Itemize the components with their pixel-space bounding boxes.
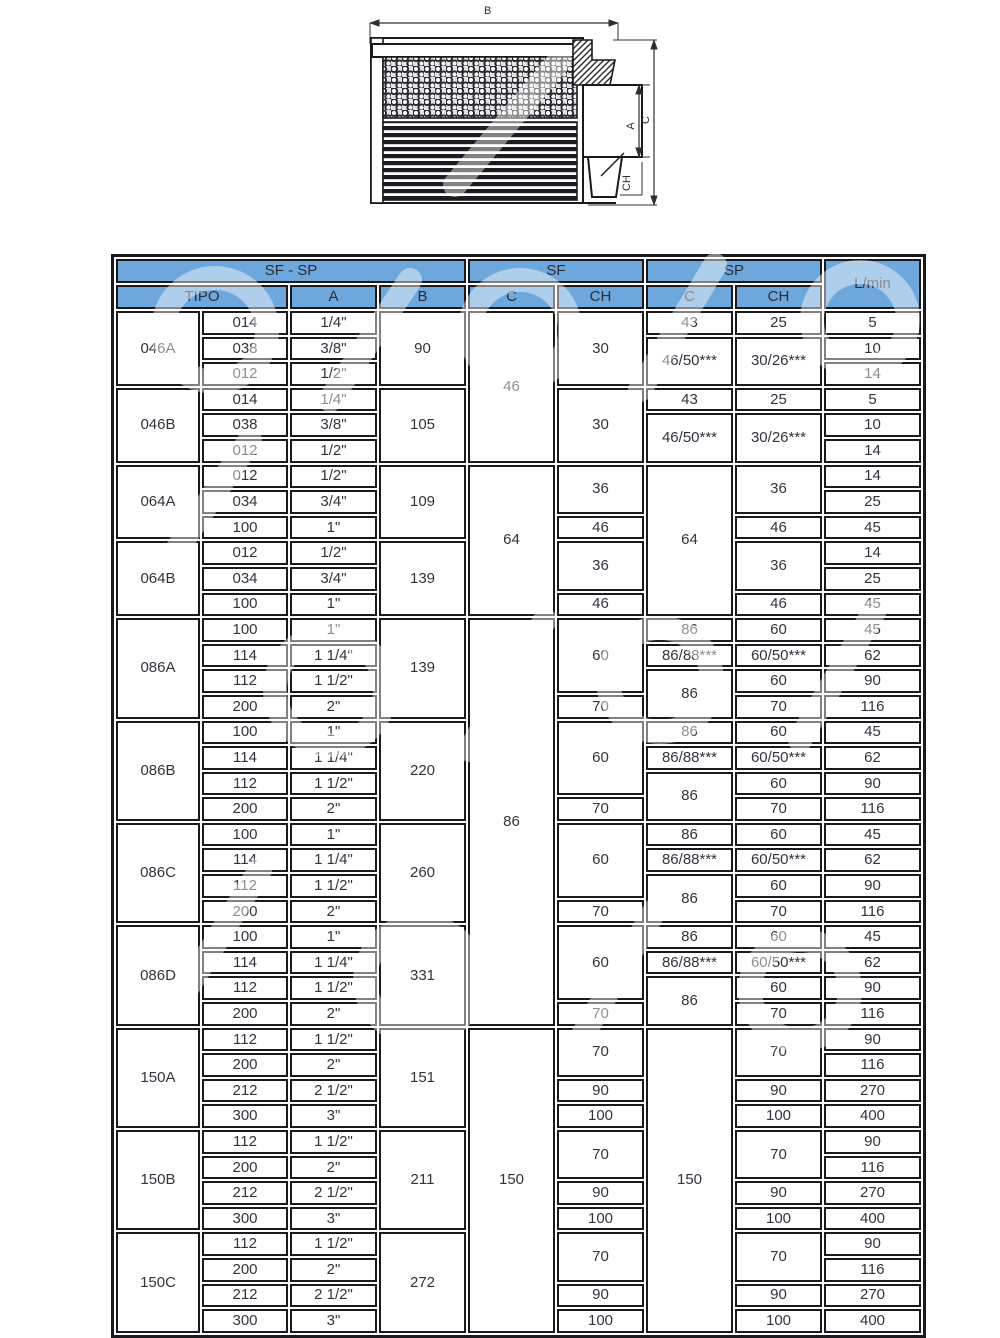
cell-code: 200 bbox=[202, 797, 288, 821]
cell-lmin: 116 bbox=[824, 797, 921, 821]
cell-lmin: 45 bbox=[824, 823, 921, 847]
cell-a: 1/4" bbox=[290, 311, 377, 335]
cell-code: 114 bbox=[202, 746, 288, 770]
mesh-area bbox=[383, 57, 577, 118]
cell-code: 012 bbox=[202, 439, 288, 463]
cell-sp-ch: 25 bbox=[735, 311, 822, 335]
cell-sp-ch: 100 bbox=[735, 1207, 822, 1231]
cell-tipo: 086A bbox=[116, 618, 200, 718]
cell-sp-ch: 36 bbox=[735, 465, 822, 514]
header-sp: SP bbox=[646, 259, 822, 283]
hex-end bbox=[588, 157, 622, 197]
table-row bbox=[116, 311, 921, 335]
cell-lmin: 25 bbox=[824, 567, 921, 591]
cell-sp-ch: 46 bbox=[735, 516, 822, 540]
cell-sp-c: 43 bbox=[646, 388, 733, 412]
cell-a: 1 1/4" bbox=[290, 848, 377, 872]
cell-b: 109 bbox=[379, 465, 466, 540]
cell-b: 139 bbox=[379, 618, 466, 718]
cell-sp-c: 86 bbox=[646, 874, 733, 923]
cell-lmin: 400 bbox=[824, 1207, 921, 1231]
cell-code: 300 bbox=[202, 1207, 288, 1231]
cell-code: 100 bbox=[202, 516, 288, 540]
cell-a: 1 1/4" bbox=[290, 746, 377, 770]
cell-a: 1 1/4" bbox=[290, 644, 377, 668]
cell-tipo: 064A bbox=[116, 465, 200, 540]
cell-code: 212 bbox=[202, 1284, 288, 1308]
cell-sp-ch: 100 bbox=[735, 1104, 822, 1128]
cell-lmin: 116 bbox=[824, 900, 921, 924]
cell-sp-c: 86/88*** bbox=[646, 848, 733, 872]
cell-code: 034 bbox=[202, 567, 288, 591]
cell-b: 272 bbox=[379, 1232, 466, 1332]
dim-ch bbox=[620, 162, 642, 195]
filter-body bbox=[371, 38, 583, 203]
cell-sp-ch: 70 bbox=[735, 1130, 822, 1179]
cell-sp-c: 86 bbox=[646, 925, 733, 949]
cell-a: 2" bbox=[290, 1053, 377, 1077]
cell-a: 1 1/2" bbox=[290, 976, 377, 1000]
dim-label-b: B bbox=[484, 5, 492, 17]
cell-code: 112 bbox=[202, 1232, 288, 1256]
cell-b: 220 bbox=[379, 721, 466, 821]
cell-sp-ch: 46 bbox=[735, 593, 822, 617]
cell-sp-ch: 25 bbox=[735, 388, 822, 412]
cell-lmin: 116 bbox=[824, 1053, 921, 1077]
cell-sp-c: 86 bbox=[646, 669, 733, 718]
cell-lmin: 25 bbox=[824, 490, 921, 514]
header-b: B bbox=[379, 285, 466, 309]
cell-lmin: 270 bbox=[824, 1284, 921, 1308]
cell-b: 151 bbox=[379, 1028, 466, 1128]
table-row bbox=[116, 1028, 921, 1052]
cell-lmin: 116 bbox=[824, 1258, 921, 1282]
cell-sp-ch: 60 bbox=[735, 976, 822, 1000]
cell-lmin: 116 bbox=[824, 1156, 921, 1180]
header-sp-c: C bbox=[646, 285, 733, 309]
header-lmin: L/min bbox=[824, 259, 921, 309]
cell-code: 100 bbox=[202, 593, 288, 617]
cell-sp-ch: 60/50*** bbox=[735, 848, 822, 872]
header-row-sections bbox=[116, 259, 921, 283]
cell-code: 200 bbox=[202, 1258, 288, 1282]
cell-tipo: 150A bbox=[116, 1028, 200, 1128]
cell-a: 1/2" bbox=[290, 439, 377, 463]
cell-lmin: 270 bbox=[824, 1079, 921, 1103]
cell-sf-ch: 60 bbox=[557, 721, 644, 796]
cell-a: 3" bbox=[290, 1207, 377, 1231]
cell-code: 200 bbox=[202, 900, 288, 924]
cell-a: 3/8" bbox=[290, 337, 377, 361]
cell-lmin: 10 bbox=[824, 337, 921, 361]
cell-code: 112 bbox=[202, 1028, 288, 1052]
cell-sp-ch: 60 bbox=[735, 823, 822, 847]
cell-code: 014 bbox=[202, 388, 288, 412]
cell-a: 2 1/2" bbox=[290, 1284, 377, 1308]
cell-sf-ch: 30 bbox=[557, 311, 644, 386]
cell-a: 2" bbox=[290, 1258, 377, 1282]
cell-sf-ch: 70 bbox=[557, 1130, 644, 1179]
cell-tipo: 150C bbox=[116, 1232, 200, 1332]
cell-code: 112 bbox=[202, 669, 288, 693]
thread-hatch bbox=[573, 40, 615, 85]
cell-code: 034 bbox=[202, 490, 288, 514]
cell-sp-c: 86 bbox=[646, 823, 733, 847]
cell-sf-c: 64 bbox=[468, 465, 555, 617]
spec-table bbox=[111, 254, 926, 1338]
cell-code: 114 bbox=[202, 644, 288, 668]
cell-sf-ch: 90 bbox=[557, 1284, 644, 1308]
cell-sp-c: 86/88*** bbox=[646, 746, 733, 770]
cell-sp-c: 86 bbox=[646, 772, 733, 821]
cell-code: 038 bbox=[202, 413, 288, 437]
cell-sp-ch: 70 bbox=[735, 797, 822, 821]
cell-lmin: 270 bbox=[824, 1181, 921, 1205]
cell-a: 1 1/2" bbox=[290, 1028, 377, 1052]
spec-table-section bbox=[111, 254, 926, 1338]
cell-a: 1/2" bbox=[290, 362, 377, 386]
filter-technical-drawing bbox=[358, 0, 670, 215]
cell-a: 1" bbox=[290, 925, 377, 949]
cell-code: 114 bbox=[202, 951, 288, 975]
cell-code: 100 bbox=[202, 925, 288, 949]
cell-a: 1 1/4" bbox=[290, 951, 377, 975]
cell-sp-ch: 70 bbox=[735, 900, 822, 924]
cell-lmin: 62 bbox=[824, 951, 921, 975]
cell-a: 1/4" bbox=[290, 388, 377, 412]
cell-code: 100 bbox=[202, 721, 288, 745]
cell-a: 3/4" bbox=[290, 567, 377, 591]
cell-sp-ch: 90 bbox=[735, 1079, 822, 1103]
cell-sf-ch: 60 bbox=[557, 618, 644, 693]
cell-sf-ch: 46 bbox=[557, 516, 644, 540]
cell-a: 2 1/2" bbox=[290, 1181, 377, 1205]
cell-a: 1 1/2" bbox=[290, 874, 377, 898]
cell-sp-ch: 70 bbox=[735, 1232, 822, 1281]
cell-sp-ch: 60 bbox=[735, 772, 822, 796]
cell-code: 200 bbox=[202, 1053, 288, 1077]
cell-lmin: 45 bbox=[824, 925, 921, 949]
header-sf-c: C bbox=[468, 285, 555, 309]
cell-code: 300 bbox=[202, 1309, 288, 1333]
cell-lmin: 5 bbox=[824, 311, 921, 335]
cell-sp-ch: 70 bbox=[735, 695, 822, 719]
header-sf-ch: CH bbox=[557, 285, 644, 309]
cell-sf-ch: 60 bbox=[557, 823, 644, 898]
cell-sp-c: 64 bbox=[646, 465, 733, 617]
cell-sf-ch: 30 bbox=[557, 388, 644, 463]
dim-label-ch: CH bbox=[621, 175, 633, 191]
cell-sf-c: 46 bbox=[468, 311, 555, 463]
cell-sp-c: 86 bbox=[646, 618, 733, 642]
cell-sp-ch: 70 bbox=[735, 1028, 822, 1077]
cell-sp-ch: 70 bbox=[735, 1002, 822, 1026]
cell-b: 105 bbox=[379, 388, 466, 463]
cell-sf-ch: 100 bbox=[557, 1207, 644, 1231]
technical-drawing-section bbox=[358, 0, 670, 215]
cell-lmin: 45 bbox=[824, 593, 921, 617]
cell-code: 112 bbox=[202, 772, 288, 796]
cell-b: 90 bbox=[379, 311, 466, 386]
cell-tipo: 086B bbox=[116, 721, 200, 821]
cell-sf-ch: 60 bbox=[557, 925, 644, 1000]
cell-lmin: 62 bbox=[824, 746, 921, 770]
cell-sf-ch: 70 bbox=[557, 900, 644, 924]
cell-sp-ch: 60/50*** bbox=[735, 746, 822, 770]
cell-code: 200 bbox=[202, 695, 288, 719]
cell-sp-ch: 60/50*** bbox=[735, 644, 822, 668]
cell-sf-ch: 100 bbox=[557, 1104, 644, 1128]
cell-lmin: 90 bbox=[824, 1028, 921, 1052]
cell-sp-c: 43 bbox=[646, 311, 733, 335]
cell-sf-ch: 70 bbox=[557, 1002, 644, 1026]
spec-table-head bbox=[116, 259, 921, 309]
cell-lmin: 90 bbox=[824, 874, 921, 898]
cell-code: 212 bbox=[202, 1181, 288, 1205]
cell-sp-c: 86/88*** bbox=[646, 951, 733, 975]
cell-lmin: 10 bbox=[824, 413, 921, 437]
cell-code: 100 bbox=[202, 618, 288, 642]
cell-a: 3" bbox=[290, 1104, 377, 1128]
cell-a: 2" bbox=[290, 900, 377, 924]
cell-tipo: 086D bbox=[116, 925, 200, 1025]
cell-a: 1/2" bbox=[290, 465, 377, 489]
cell-sf-ch: 46 bbox=[557, 593, 644, 617]
cell-b: 211 bbox=[379, 1130, 466, 1230]
cell-lmin: 90 bbox=[824, 772, 921, 796]
spec-table-body bbox=[116, 311, 921, 1333]
cell-code: 200 bbox=[202, 1002, 288, 1026]
cell-a: 3" bbox=[290, 1309, 377, 1333]
cell-a: 1/2" bbox=[290, 541, 377, 565]
cell-a: 2 1/2" bbox=[290, 1079, 377, 1103]
pleats-area bbox=[383, 122, 577, 200]
cell-sf-ch: 90 bbox=[557, 1181, 644, 1205]
cell-tipo: 064B bbox=[116, 541, 200, 616]
cell-a: 1 1/2" bbox=[290, 772, 377, 796]
cell-a: 1" bbox=[290, 618, 377, 642]
cell-lmin: 14 bbox=[824, 541, 921, 565]
cell-lmin: 62 bbox=[824, 644, 921, 668]
cell-sf-ch: 36 bbox=[557, 465, 644, 514]
cell-lmin: 62 bbox=[824, 848, 921, 872]
cell-a: 1" bbox=[290, 516, 377, 540]
dim-label-a: A bbox=[625, 122, 637, 130]
cell-code: 012 bbox=[202, 541, 288, 565]
cell-lmin: 90 bbox=[824, 1232, 921, 1256]
cell-a: 1" bbox=[290, 721, 377, 745]
cell-tipo: 086C bbox=[116, 823, 200, 923]
cell-sp-ch: 90 bbox=[735, 1284, 822, 1308]
cell-sf-c: 86 bbox=[468, 618, 555, 1026]
table-row bbox=[116, 618, 921, 642]
cell-a: 1 1/2" bbox=[290, 1130, 377, 1154]
port-block bbox=[583, 85, 642, 157]
cell-sp-c: 46/50*** bbox=[646, 337, 733, 386]
cell-tipo: 150B bbox=[116, 1130, 200, 1230]
cell-sp-ch: 30/26*** bbox=[735, 413, 822, 462]
cell-sp-c: 46/50*** bbox=[646, 413, 733, 462]
header-sf: SF bbox=[468, 259, 644, 283]
header-sp-ch: CH bbox=[735, 285, 822, 309]
top-plate bbox=[372, 44, 583, 57]
cell-lmin: 45 bbox=[824, 618, 921, 642]
cell-code: 200 bbox=[202, 1156, 288, 1180]
cell-lmin: 90 bbox=[824, 669, 921, 693]
cell-sp-ch: 30/26*** bbox=[735, 337, 822, 386]
cell-a: 1" bbox=[290, 823, 377, 847]
cell-lmin: 5 bbox=[824, 388, 921, 412]
cell-sp-ch: 36 bbox=[735, 541, 822, 590]
cell-sp-ch: 60 bbox=[735, 925, 822, 949]
table-row bbox=[116, 465, 921, 489]
cell-sp-ch: 100 bbox=[735, 1309, 822, 1333]
cell-code: 114 bbox=[202, 848, 288, 872]
cell-a: 1 1/2" bbox=[290, 1232, 377, 1256]
cell-sf-ch: 70 bbox=[557, 797, 644, 821]
dim-label-c: C bbox=[640, 116, 652, 124]
cell-lmin: 14 bbox=[824, 465, 921, 489]
cell-a: 2" bbox=[290, 1156, 377, 1180]
cell-a: 2" bbox=[290, 1002, 377, 1026]
cell-sf-ch: 90 bbox=[557, 1079, 644, 1103]
cell-lmin: 400 bbox=[824, 1104, 921, 1128]
cell-code: 014 bbox=[202, 311, 288, 335]
cell-a: 3/4" bbox=[290, 490, 377, 514]
cell-code: 112 bbox=[202, 874, 288, 898]
cell-sp-ch: 90 bbox=[735, 1181, 822, 1205]
cell-a: 2" bbox=[290, 797, 377, 821]
cell-b: 260 bbox=[379, 823, 466, 923]
cell-sf-ch: 100 bbox=[557, 1309, 644, 1333]
end-cap-left bbox=[371, 38, 383, 203]
cell-sf-ch: 70 bbox=[557, 695, 644, 719]
cell-sp-c: 150 bbox=[646, 1028, 733, 1333]
cell-b: 139 bbox=[379, 541, 466, 616]
cell-sp-ch: 60 bbox=[735, 874, 822, 898]
cell-b: 331 bbox=[379, 925, 466, 1025]
cell-code: 112 bbox=[202, 976, 288, 1000]
cell-sf-ch: 70 bbox=[557, 1232, 644, 1281]
cell-lmin: 45 bbox=[824, 721, 921, 745]
cell-lmin: 90 bbox=[824, 976, 921, 1000]
cell-sp-c: 86/88*** bbox=[646, 644, 733, 668]
cell-tipo: 046B bbox=[116, 388, 200, 463]
header-a: A bbox=[290, 285, 377, 309]
cell-code: 012 bbox=[202, 362, 288, 386]
cell-sp-ch: 60 bbox=[735, 669, 822, 693]
cell-sp-ch: 60/50*** bbox=[735, 951, 822, 975]
header-sf-sp: SF - SP bbox=[116, 259, 466, 283]
cell-sf-ch: 70 bbox=[557, 1028, 644, 1077]
cell-sf-ch: 36 bbox=[557, 541, 644, 590]
cell-sp-ch: 60 bbox=[735, 721, 822, 745]
cell-lmin: 116 bbox=[824, 1002, 921, 1026]
cell-lmin: 14 bbox=[824, 439, 921, 463]
cell-lmin: 400 bbox=[824, 1309, 921, 1333]
cell-sf-c: 150 bbox=[468, 1028, 555, 1333]
cell-lmin: 45 bbox=[824, 516, 921, 540]
header-tipo: TIPO bbox=[116, 285, 288, 309]
cell-sp-c: 86 bbox=[646, 976, 733, 1025]
cell-code: 212 bbox=[202, 1079, 288, 1103]
cell-code: 300 bbox=[202, 1104, 288, 1128]
cell-code: 012 bbox=[202, 465, 288, 489]
cell-lmin: 90 bbox=[824, 1130, 921, 1154]
cell-code: 100 bbox=[202, 823, 288, 847]
cell-a: 2" bbox=[290, 695, 377, 719]
cell-a: 3/8" bbox=[290, 413, 377, 437]
cell-lmin: 14 bbox=[824, 362, 921, 386]
header-row-columns bbox=[116, 285, 921, 309]
cell-tipo: 046A bbox=[116, 311, 200, 386]
cell-code: 112 bbox=[202, 1130, 288, 1154]
cell-lmin: 116 bbox=[824, 695, 921, 719]
cell-a: 1" bbox=[290, 593, 377, 617]
cell-a: 1 1/2" bbox=[290, 669, 377, 693]
cell-sp-ch: 60 bbox=[735, 618, 822, 642]
cell-sp-c: 86 bbox=[646, 721, 733, 745]
cell-code: 038 bbox=[202, 337, 288, 361]
